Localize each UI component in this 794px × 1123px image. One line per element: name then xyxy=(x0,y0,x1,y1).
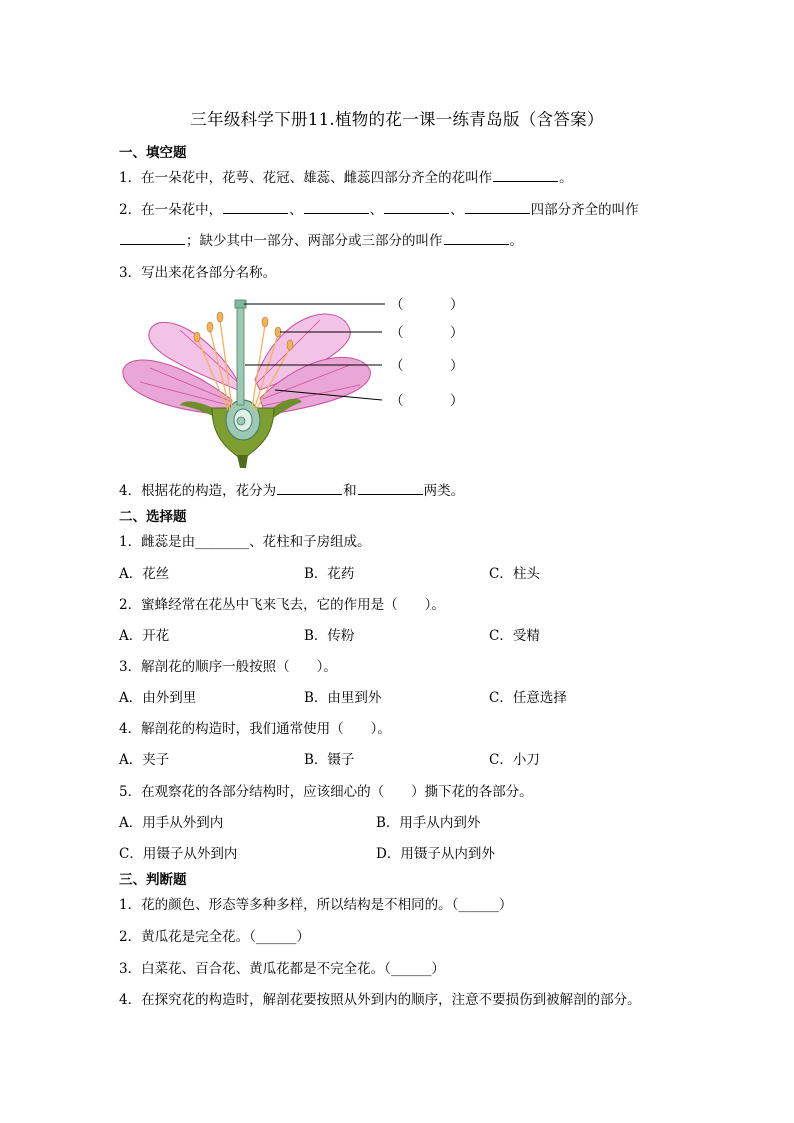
judge-question-3: 3．白菜花、百合花、黄瓜花都是不完全花。（______） xyxy=(119,961,445,977)
svg-text:（: （ xyxy=(390,393,404,409)
stem xyxy=(237,455,248,468)
choice-1-option-b[interactable]: B．花药 xyxy=(304,566,355,582)
separator: 、 xyxy=(289,202,303,218)
question-text: ；缺少其中一部分、两部分或三部分的叫作 xyxy=(186,233,443,249)
answer-blank[interactable] xyxy=(277,480,342,495)
svg-text:）: ） xyxy=(450,358,464,374)
answer-blank[interactable] xyxy=(358,480,423,495)
fill-question-2-cont xyxy=(119,229,523,249)
judge-question-4: 4．在探究花的构造时，解剖花要按照从外到内的顺序，注意不要损伤到被解剖的部分。 xyxy=(119,992,641,1008)
choice-question-2: 2．蜜蜂经常在花丛中飞来飞去，它的作用是（ ）。 xyxy=(119,597,445,613)
judge-question-2: 2．黄瓜花是完全花。（______） xyxy=(119,929,310,945)
choice-5-option-a[interactable]: A．用手从外到内 xyxy=(119,815,224,831)
choice-question-3: 3．解剖花的顺序一般按照（ ）。 xyxy=(119,659,337,675)
choice-2-option-a[interactable]: A．开花 xyxy=(119,628,170,644)
choice-1-option-c[interactable]: C．柱头 xyxy=(489,566,540,582)
question-text: 2．在一朵花中， xyxy=(119,202,223,218)
style xyxy=(237,305,244,405)
answer-blank[interactable] xyxy=(493,167,558,182)
punctuation: 。 xyxy=(559,170,573,186)
choice-4-option-a[interactable]: A．夹子 xyxy=(119,752,170,768)
svg-text:）: ） xyxy=(450,297,464,313)
answer-blank[interactable] xyxy=(304,199,369,214)
svg-text:（: （ xyxy=(390,297,404,313)
page-title: 三年级科学下册11.植物的花一课一练青岛版（含答案） xyxy=(190,110,604,129)
choice-2-option-b[interactable]: B．传粉 xyxy=(304,628,355,644)
question-text: 和 xyxy=(343,483,357,499)
question-text: 4．根据花的构造，花分为 xyxy=(119,483,277,499)
flower-diagram xyxy=(120,290,480,470)
choice-1-option-a[interactable]: A．花丝 xyxy=(119,566,170,582)
choice-3-option-c[interactable]: C．任意选择 xyxy=(489,690,567,706)
fill-question-2 xyxy=(119,198,639,218)
choice-4-option-c[interactable]: C．小刀 xyxy=(489,752,540,768)
answer-blank[interactable] xyxy=(444,230,509,245)
choice-5-option-d[interactable]: D．用镊子从内到外 xyxy=(376,846,495,862)
svg-text:（: （ xyxy=(390,358,404,374)
answer-blank[interactable] xyxy=(120,230,185,245)
separator: 、 xyxy=(369,202,384,218)
question-text: 1．在一朵花中，花萼、花冠、雄蕊、雌蕊四部分齐全的花叫作 xyxy=(119,170,493,186)
section-true-false: 三、判断题 xyxy=(119,872,187,888)
separator: 、 xyxy=(450,202,464,218)
svg-text:（: （ xyxy=(390,325,404,341)
choice-3-option-b[interactable]: B．由里到外 xyxy=(304,690,382,706)
choice-question-1: 1．雌蕊是由________、花柱和子房组成。 xyxy=(119,534,371,550)
choice-5-option-c[interactable]: C．用镊子从外到内 xyxy=(119,846,238,862)
choice-5-option-b[interactable]: B．用手从内到外 xyxy=(376,815,481,831)
fill-question-3: 3．写出来花各部分名称。 xyxy=(119,265,277,281)
choice-3-option-a[interactable]: A．由外到里 xyxy=(119,690,197,706)
svg-text:）: ） xyxy=(450,393,464,409)
choice-4-option-b[interactable]: B．镊子 xyxy=(304,752,355,768)
fill-question-1 xyxy=(119,166,573,186)
choice-2-option-c[interactable]: C．受精 xyxy=(489,628,540,644)
answer-brackets xyxy=(390,297,464,409)
answer-blank[interactable] xyxy=(384,199,449,214)
punctuation: 。 xyxy=(509,233,523,249)
judge-question-1: 1．花的颜色、形态等多种多样，所以结构是不相同的。（______） xyxy=(119,897,513,913)
section-fill-in: 一、填空题 xyxy=(119,145,187,161)
question-text: 四部分齐全的叫作 xyxy=(530,202,639,218)
fill-question-4 xyxy=(119,479,464,499)
svg-text:）: ） xyxy=(450,325,464,341)
choice-question-4: 4．解剖花的构造时，我们通常使用（ ）。 xyxy=(119,721,391,737)
question-text: 两类。 xyxy=(423,483,465,499)
answer-blank[interactable] xyxy=(223,199,288,214)
choice-question-5: 5．在观察花的各部分结构时，应该细心的（ ）撕下花的各部分。 xyxy=(119,784,533,800)
section-multiple-choice: 二、选择题 xyxy=(119,509,187,525)
answer-blank[interactable] xyxy=(465,199,530,214)
